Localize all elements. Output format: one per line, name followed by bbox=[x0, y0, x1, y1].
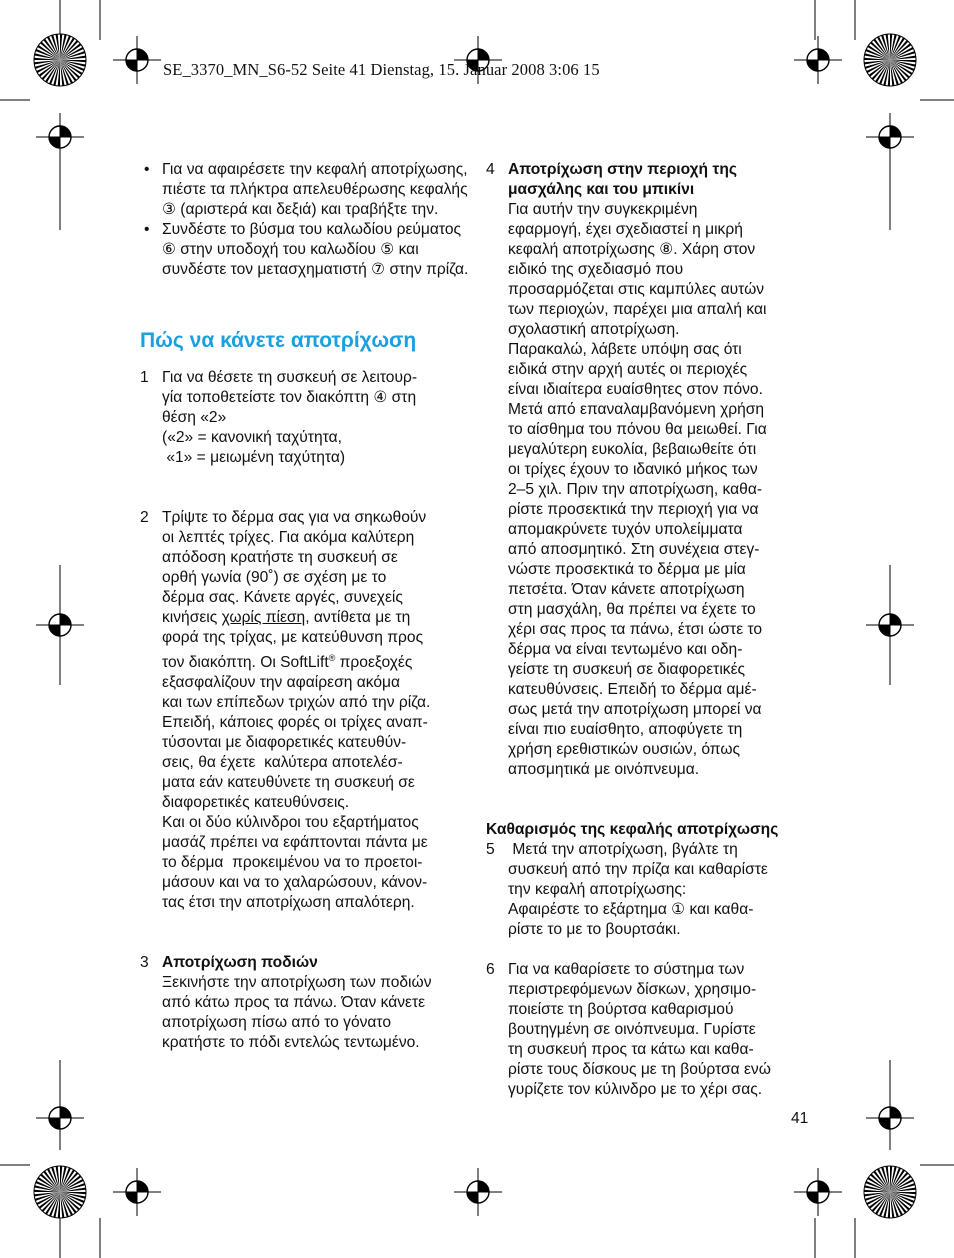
text-line: βουτηγμένη σε οινόπνευμα. Γυρίστε bbox=[508, 1021, 756, 1038]
step-body bbox=[162, 508, 470, 913]
cleaning-title: Καθαρισμός της κεφαλής αποτρίχωσης bbox=[486, 821, 779, 838]
step-number: 1 bbox=[140, 369, 149, 386]
text-line: ειδικό της σχεδιασμό που bbox=[508, 261, 684, 278]
text-line: οι τρίχες έχουν το ιδανικό μήκος των bbox=[508, 461, 758, 478]
starburst-bottom-left bbox=[34, 1166, 86, 1218]
text-line: τας έτσι την αποτρίχωση απαλότερη. bbox=[162, 894, 415, 912]
text-line: είναι ιδιαίτερα ευαίσθητες στον πόνο. bbox=[508, 381, 763, 398]
text-line: Μετά την αποτρίχωση, βγάλτε τη bbox=[508, 841, 738, 858]
text-line: αποσμητικά με οινόπνευμα. bbox=[508, 761, 700, 778]
text-line: ρίστε προσεκτικά την περιοχή για να bbox=[508, 501, 759, 518]
text-line: το αίσθημα του πόνου θα μειωθεί. Για bbox=[508, 421, 767, 438]
bullet-item bbox=[140, 160, 470, 220]
step-number: 4 bbox=[486, 161, 495, 178]
text-line: Τρίψτε το δέρμα σας για να σηκωθούν bbox=[162, 509, 427, 526]
text-line: σως μετά την αποτρίχωση μπορεί να bbox=[508, 701, 762, 718]
section-title: Πώς να κάνετε αποτρίχωση bbox=[140, 329, 417, 352]
step-body bbox=[508, 160, 816, 780]
text-line: τον διακόπτη. Οι SoftLift® προεξοχές bbox=[162, 653, 413, 672]
text-line: δέρμα σας. Κάνετε αργές, συνεχείς bbox=[162, 589, 403, 606]
step-1 bbox=[140, 368, 470, 468]
starburst-bottom-right bbox=[864, 1166, 916, 1218]
text-line: τη συσκευή προς τα κάτω και καθα- bbox=[508, 1041, 754, 1058]
text-line: δέρμα να είναι τεντωμένο και οδη- bbox=[508, 641, 743, 658]
text-line: Για αυτήν την συγκεκριμένη bbox=[508, 201, 698, 218]
text-line: «1» = μειωμένη ταχύτητα) bbox=[162, 449, 346, 466]
registered-mark: ® bbox=[328, 653, 336, 663]
text-line: φορά της τρίχας, με κατεύθυνση προς bbox=[162, 629, 424, 646]
text-line: διαφορετικές κατευθύνσεις. bbox=[162, 794, 350, 812]
text-line: των περιοχών, παρέχει μια απαλή και bbox=[508, 301, 767, 318]
bullet-item bbox=[140, 220, 470, 280]
text-line: Και οι δύο κύλινδροι του εξαρτήματος bbox=[162, 814, 419, 832]
text-line: από κάτω προς τα πάνω. Όταν κάνετε bbox=[162, 994, 426, 1012]
text-line: περιστρεφόμενων δίσκων, χρησιμο- bbox=[508, 981, 757, 998]
text-line: κινήσεις χωρίς πίεση, αντίθετα με τη bbox=[162, 609, 411, 626]
text-line: Ξεκινήστε την αποτρίχωση των ποδιών bbox=[162, 974, 432, 992]
text-line: εξασφαλίζουν την αφαίρεση ακόμα bbox=[162, 674, 401, 692]
text-line: απομακρύνετε τυχόν υπολείμματα bbox=[508, 521, 743, 538]
text-line: χρήση ερεθιστικών ουσιών, όπως bbox=[508, 741, 741, 758]
text-line: την κεφαλή αποτρίχωσης: bbox=[508, 881, 687, 898]
bullet-text: Για να αφαιρέσετε την κεφαλή αποτρίχωσης, πιέστε τα πλήκτρα απελευθέρωσης κεφαλής ③ (αριστερά και δεξιά) και τραβήξτε την. bbox=[162, 161, 468, 218]
text-line: μασάζ πρέπει να εφάπτονται πάντα με bbox=[162, 834, 428, 852]
bullet-mark: • bbox=[144, 221, 150, 238]
text-line: ειδικά στην αρχή αυτές οι περιοχές bbox=[508, 361, 748, 378]
step-4 bbox=[486, 160, 816, 780]
text-line: Επειδή, κάποιες φορές οι τρίχες αναπ- bbox=[162, 714, 428, 732]
step-body bbox=[162, 368, 470, 468]
text-line: και των επίπεδων τριχών από την ρίζα. bbox=[162, 694, 431, 712]
text-line: σχολαστική αποτρίχωση. bbox=[508, 321, 680, 338]
text-line: ορθή γωνία (90˚) σε σχέση με το bbox=[162, 569, 387, 586]
text-line: σεις, θα έχετε καλύτερα αποτελέσ- bbox=[162, 754, 403, 772]
text-line: προσαρμόζεται στις καμπύλες αυτών bbox=[508, 281, 765, 298]
text-line: ποιείστε τη βούρτσα καθαρισμού bbox=[508, 1001, 734, 1018]
step-title: Αποτρίχωση στην περιοχή της bbox=[508, 161, 738, 178]
emphasis-underline: χωρίς πίεση bbox=[221, 609, 306, 626]
text-line: πετσέτα. Όταν κάνετε αποτρίχωση bbox=[508, 581, 745, 598]
step-number: 5 bbox=[486, 841, 495, 858]
step-6 bbox=[486, 960, 816, 1100]
text-line: οι λεπτές τρίχες. Για ακόμα καλύτερη bbox=[162, 529, 415, 546]
text-line: γυρίζετε τον κύλινδρο με το χέρι σας. bbox=[508, 1081, 763, 1098]
text-line: κατευθύνσεις. Επειδή το δέρμα αμέ- bbox=[508, 681, 757, 698]
text-line: συσκευή από την πρίζα και καθαρίστε bbox=[508, 861, 768, 878]
text-line: γία τοποθετείστε τον διακόπτη ④ στη bbox=[162, 389, 417, 406]
text-line: τύσονται με διαφορετικές κατευθύν- bbox=[162, 734, 407, 752]
step-number: 3 bbox=[140, 954, 149, 972]
step-title: μασχάλης και του μπικίνι bbox=[508, 181, 695, 198]
text-line: κεφαλή αποτρίχωσης ⑧. Χάρη στον bbox=[508, 241, 756, 258]
text-line: ματα εάν κατευθύνετε τη συσκευή σε bbox=[162, 774, 415, 792]
text-line: Για να καθαρίσετε το σύστημα των bbox=[508, 961, 745, 978]
step-text bbox=[508, 200, 816, 780]
text-line: Παρακαλώ, λάβετε υπόψη σας ότι bbox=[508, 341, 742, 358]
text-line: ρίστε τους δίσκους με τη βούρτσα ενώ bbox=[508, 1061, 771, 1078]
text-line: από αποσμητικό. Στη συνέχεια στεγ- bbox=[508, 541, 760, 558]
print-header: SE_3370_MN_S6-52 Seite 41 Dienstag, 15. Januar 2008 3:06 15 bbox=[163, 60, 600, 79]
text-line: θέση «2» bbox=[162, 409, 227, 426]
step-number: 2 bbox=[140, 509, 149, 526]
text-line: αποτρίχωση πίσω από το γόνατο bbox=[162, 1014, 392, 1032]
left-column bbox=[140, 160, 470, 1053]
step-body bbox=[508, 840, 816, 940]
text-line: Μετά από επαναλαμβανόμενη χρήση bbox=[508, 401, 765, 418]
text-line: ρίστε το με το βουρτσάκι. bbox=[508, 921, 681, 938]
bullet-text: Συνδέστε το βύσμα του καλωδίου ρεύματος ⑥ στην υποδοχή του καλωδίου ⑤ και συνδέστε τον μετασχηματιστή ⑦ στην πρίζα. bbox=[162, 221, 469, 278]
step-2 bbox=[140, 508, 470, 913]
step-number: 6 bbox=[486, 961, 495, 978]
text-line: («2» = κανονική ταχύτητα, bbox=[162, 429, 342, 446]
page-number: 41 bbox=[791, 1110, 809, 1127]
text-line: κρατήστε το πόδι εντελώς τεντωμένο. bbox=[162, 1034, 420, 1052]
text-line: εφαρμογή, έχει σχεδιαστεί η μικρή bbox=[508, 221, 743, 238]
step-body bbox=[508, 960, 816, 1100]
text-line: γείστε τη συσκευή σε διαφορετικές bbox=[508, 661, 746, 678]
text-line: απόδοση κρατήστε τη συσκευή σε bbox=[162, 549, 398, 566]
text-line: μάσουν και να το χαλαρώσουν, κάνον- bbox=[162, 874, 428, 892]
bullet-mark: • bbox=[144, 161, 150, 178]
text-line: Αφαιρέστε το εξάρτημα ① και καθα- bbox=[508, 901, 754, 918]
starburst-top-left bbox=[34, 34, 86, 86]
text-line: 2–5 χιλ. Πριν την αποτρίχωση, καθα- bbox=[508, 481, 763, 498]
step-body bbox=[162, 953, 470, 1053]
step-title: Αποτρίχωση ποδιών bbox=[162, 954, 318, 972]
text-line: στη μασχάλη, θα πρέπει να έχετε το bbox=[508, 601, 756, 618]
text-line: είναι πιο ευαίσθητο, αποφύγετε τη bbox=[508, 721, 743, 738]
text-line: μεγαλύτερη ευκολία, βεβαιωθείτε ότι bbox=[508, 441, 757, 458]
text-line: Για να θέσετε τη συσκευή σε λειτουρ- bbox=[162, 369, 418, 386]
text-line: νώστε προσεκτικά το δέρμα με μία bbox=[508, 561, 746, 578]
step-3 bbox=[140, 953, 470, 1053]
text-line: το δέρμα προκειμένου να το προετοι- bbox=[162, 854, 423, 872]
step-5 bbox=[486, 840, 816, 940]
starburst-top-right bbox=[864, 34, 916, 86]
text-line: χέρι σας προς τα πάνω, έτσι ώστε το bbox=[508, 621, 763, 638]
right-column bbox=[486, 160, 816, 1100]
